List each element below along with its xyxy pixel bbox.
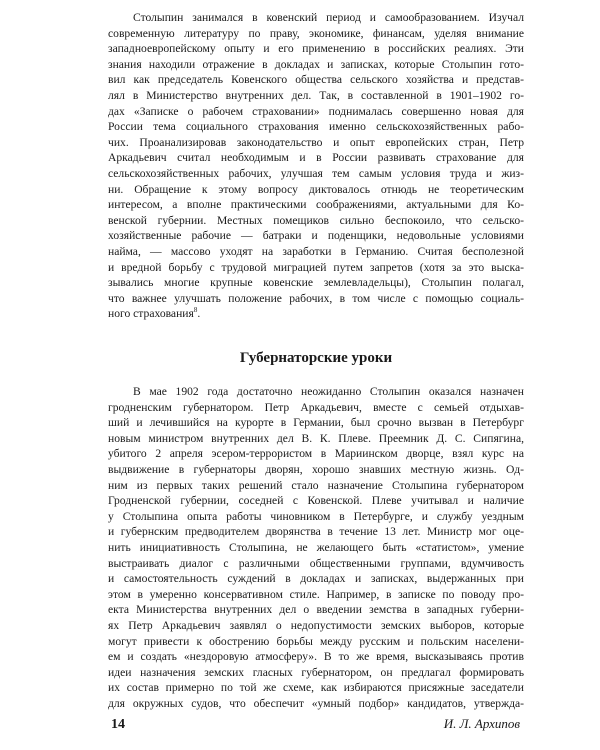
text-line: гродненским губернатором. Петр Аркадьевич, вместе с семьей отдыхав- xyxy=(108,400,524,414)
text-line: для окружных судов, что обеспечит «умный подбор» кандидатов, утвержда- xyxy=(108,696,524,710)
text-line: зывались многие крупные ковенские землевладельцы), Столыпин полагал, xyxy=(108,276,524,290)
text-line: этом в умеренно консервативном стиле. Например, в записке по поводу про- xyxy=(108,587,524,601)
page-number: 14 xyxy=(111,717,125,732)
text-line: их состав примерно по той же схеме, как избираются присяжные заседатели xyxy=(108,681,524,695)
text-line: екта Министерства внутренних дел о введении земства в западных губерни- xyxy=(108,603,524,617)
section-heading: Губернаторские уроки xyxy=(239,350,393,366)
text-fragment: . xyxy=(197,307,201,321)
text-line: знания находили отражение в докладах и записках, которые Столыпин гото- xyxy=(108,57,524,71)
text-line: вил как председатель Ковенского общества сельского хозяйства и представ- xyxy=(108,73,524,87)
text-line: западноевропейскому опыту и его применению в российских реалиях. Эти xyxy=(108,42,524,56)
text-line: дах «Записке о рабочем страховании» поднималась совершенно новая для xyxy=(108,104,524,118)
text-line: В мае 1902 года достаточно неожиданно Столыпин оказался назначен xyxy=(133,385,524,398)
text-line: найма, — массово уходят на заработки в Германию. Считая бесполезной xyxy=(108,244,524,258)
text-line: выстраивать диалог с различными общественными группами, вдумчивость xyxy=(108,556,524,570)
text-line: и вредной борьбу с трудовой миграцией путем запретов (хотя за это выска- xyxy=(108,260,524,274)
text-line: и губернским предводителем дворянства в течение 13 лет. Министр мог оце- xyxy=(108,525,524,539)
text-line: интересом, а вполне практическими соображениями, актуальными для Ко- xyxy=(108,198,524,212)
text-line: лял в Министерство внутренних дел. Так, в составленной в 1901–1902 го- xyxy=(108,88,524,102)
text-line: ни. Обращение к этому вопросу диктовалось отнюдь не теоретическим xyxy=(108,182,524,196)
text-line: и самостоятельность суждений в докладах и записках, выдержанных при xyxy=(108,572,524,586)
text-line: что важнее улучшать положение рабочих, в том числе с помощью социаль- xyxy=(108,291,524,305)
text-fragment: ного страхования xyxy=(108,307,194,321)
text-line: у Столыпина опыта работы чиновником в Петербурге, и службу уездным xyxy=(108,509,524,523)
text-line: могут привести к обострению борьбы между русским и польским населени- xyxy=(108,634,524,648)
text-line: ем и создать «нездоровую атмосферу». В то же время, высказываясь против xyxy=(108,650,524,664)
text-line: венской губернии. Местных помещиков сильно беспокоило, что сельско- xyxy=(108,213,524,227)
text-line: ним из первых таких решений стало назначение Столыпина губернатором xyxy=(108,478,524,492)
text-line: новым министром внутренних дел В. К. Плеве. Преемник Д. С. Сипягина, xyxy=(108,431,524,445)
text-line: чих. Проанализировав законодательство и опыт европейских стран, Петр xyxy=(108,135,524,149)
text-line: России тема социального страхования именно сельскохозяйственных рабо- xyxy=(108,120,524,134)
text-line: идеи назначения земских гласных губернатором, он предлагал формировать xyxy=(108,665,524,679)
paragraph-governor-appointment xyxy=(108,384,524,711)
text-line: хозяйственные рабочие — батраки и поденщики, недовольные условиями xyxy=(108,229,524,243)
text-line: Аркадьевич считал необходимым и в России развивать страхование для xyxy=(108,151,524,165)
text-line xyxy=(108,306,524,322)
text-line: сельскохозяйственных рабочих, улучшая тем самым условия труда и жиз- xyxy=(108,166,524,180)
text-line: ях Петр Аркадьевич заявлял о недопустимости земских выборов, которые xyxy=(108,618,524,632)
text-line: выдвижение в губернаторы дворян, хорошо знавших местную жизнь. Од- xyxy=(108,462,524,476)
text-line: нить инициативность Столыпина, не желающего быть «статистом», умение xyxy=(108,540,524,554)
footnote-marker[interactable]: 8 xyxy=(193,306,198,315)
running-author: И. Л. Архипов xyxy=(443,716,520,731)
text-line: Гродненской губернии, соседней с Ковенской. Плеве учитывал и наличие xyxy=(108,494,524,508)
text-line: Столыпин занимался в ковенский период и самообразованием. Изучал xyxy=(133,11,524,24)
text-line: ший и лечившийся на курорте в Германии, был срочно вызван в Петербург xyxy=(108,416,524,430)
text-line: современную литературу по праву, экономике, финансам, уделяя внимание xyxy=(108,26,524,40)
paragraph-social-insurance xyxy=(108,10,524,322)
text-line: убитого 2 апреля эсером-террористом в Мариинском дворце, взял курс на xyxy=(108,447,524,461)
